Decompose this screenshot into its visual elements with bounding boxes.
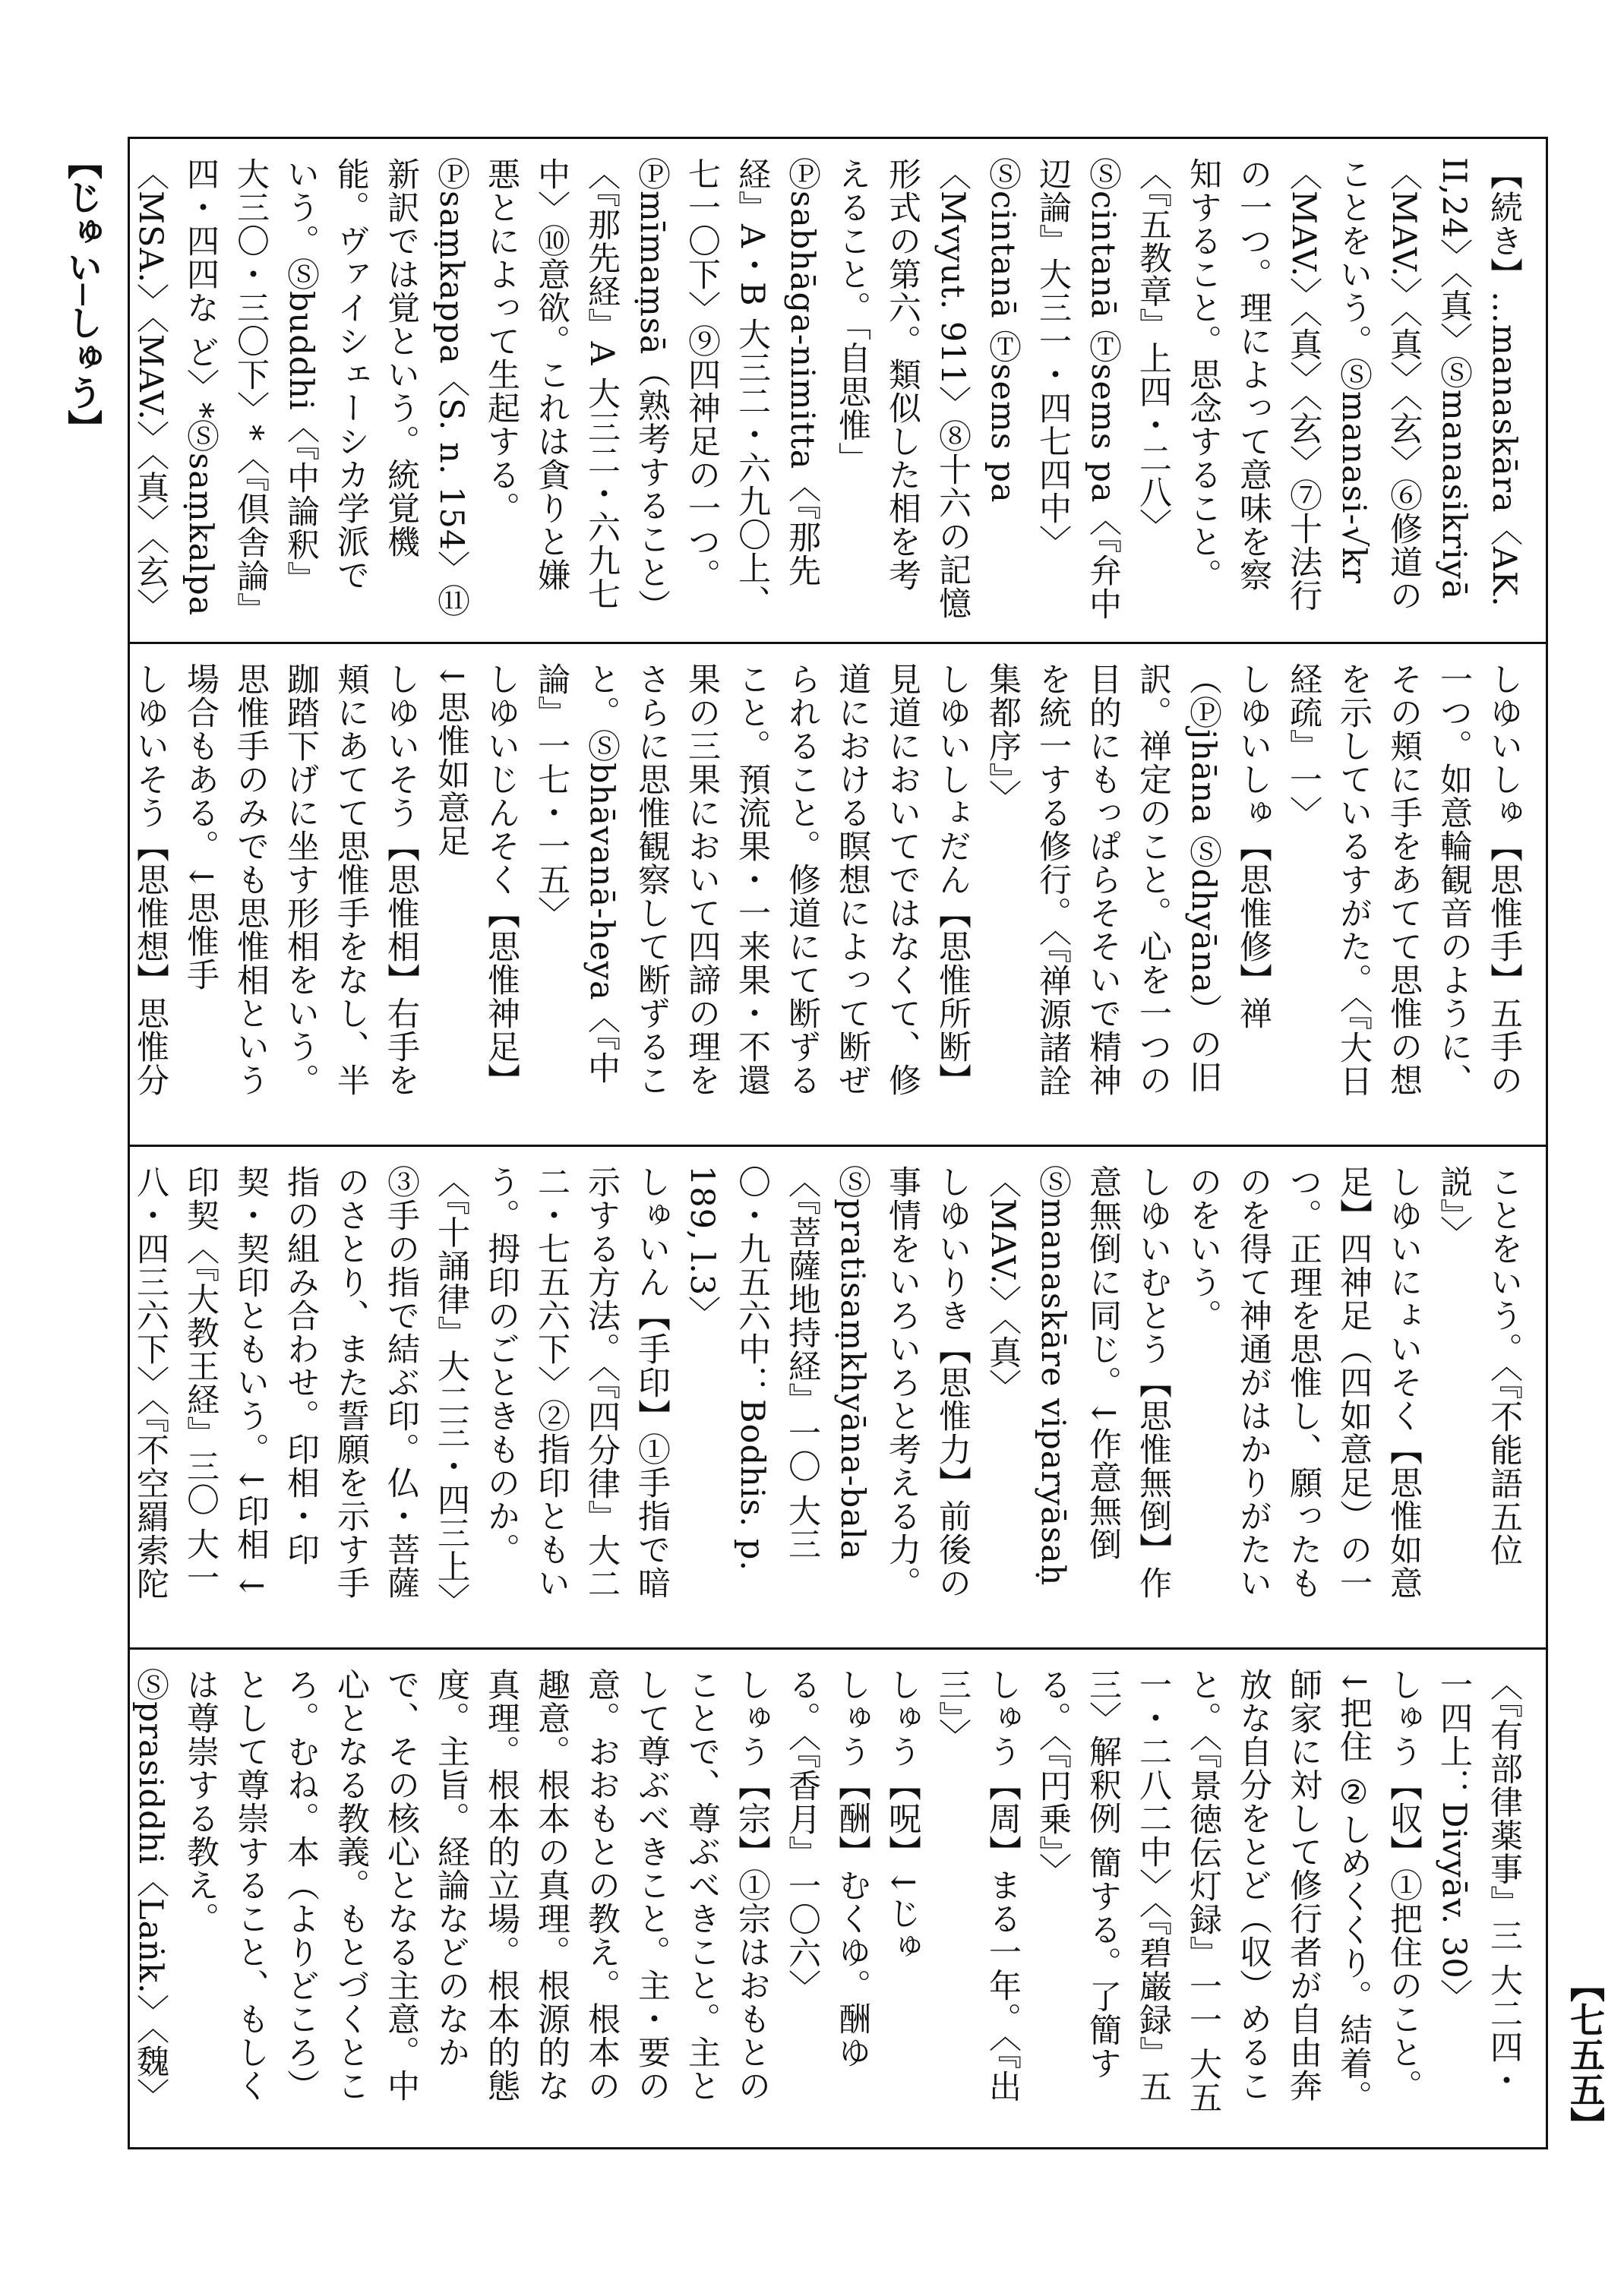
entry-paragraph: 〈『有部律薬事』三 大二四・一四上：Divyāv. 30〉 xyxy=(1435,1668,1523,2098)
tier-2 xyxy=(130,642,1546,1143)
entry-paragraph: しゆいりき【思惟力】前後の事情をいろいろと考える力。Ⓢpratisaṃkhyāna-bala〈『菩薩地持経』一〇 大三〇・九五六中：Bodhis. p. 189, l.3〉 xyxy=(683,1165,972,1600)
entry-paragraph: しゆいしょだん【思惟所断】見道においてではなくて、修道における瞑想によって断ぜられること。修道にて断ずること。預流果・一来果・不還果の三果において四諦の理をさらに思惟観察して断ずること。Ⓢbhāvanā-heya〈『中論』一七・一五〉 xyxy=(532,662,972,1097)
entry-paragraph: しゆいそう【思惟相】右手を頬にあてて思惟手をなし、半跏踏下げに坐す形相をいう。思惟手のみでも思惟相という場合もある。↓思惟手 xyxy=(182,662,420,1097)
entry-paragraph: しゆいじんそく【思惟神足】↓思惟如意足 xyxy=(432,662,520,1097)
tier-4 xyxy=(130,1647,1546,2149)
entry-paragraph: ことをいう。〈『不能語五位説』〉 xyxy=(1435,1165,1523,1567)
page-number: 【七五五】 xyxy=(1565,1967,1606,2142)
entry-paragraph: しゆいむとう【思惟無倒】作意無倒に同じ。↓作意無倒 Ⓢmanaskāre viparyāsaḥ〈MAV.〉〈真〉 xyxy=(984,1165,1172,1600)
entry-paragraph: しゅう【宗】①宗はおもとのことで、尊ぶべきこと。主として尊ぶべきこと。主・要の意。おおもとの教え。根本の趣意。根本の真理。根源的な真理。根本的立場。根本的態度。主旨。経論などのなかで、その核心となる主意。中心となる教義。もとづくところ。むね。本（よりどころ）として尊崇すること、もしくは尊崇する教え。Ⓢprasiddhi〈Laṅk.〉〈魏〉 xyxy=(131,1668,771,2112)
dictionary-page-frame xyxy=(128,137,1548,2149)
entry-paragraph: 【続き】…manaskāra〈AK. II,24〉〈真〉Ⓢmanasikriyā〈MAV.〉〈真〉〈玄〉⑥修道のことをいう。Ⓢmanasi-√kr〈MAV.〉〈真〉〈玄〉⑦十法行の一つ。理によって意味を察知すること。思念すること。〈『五教章』上四・二八〉Ⓢcintanā Ⓣsems pa〈『弁中辺論』大三一・四七四中〉Ⓢcintanā Ⓣsems pa〈Mvyut. 911〉⑧十六の記憶形式の第六。類似した相を考えること。「自思惟」Ⓟsabhāga-nimitta〈『那先経』A・B 大三二・六九〇上、七一〇下〉⑨四神足の一つ。Ⓟmīmaṃsā（熟考すること）〈『那先経』A 大三二・六九七中〉⑩意欲。これは貪りと嫌悪とによって生起する。Ⓟsaṃkappa〈S. n. 154〉⑪新訳では覚という。統覚機能。ヴァイシェーシカ学派でいう。Ⓢbuddhi〈『中論釈』大三〇・三〇下〉*〈『倶舎論』四・四四な ど〉*Ⓢsaṃkalpa〈MSA.〉〈MAV.〉〈真〉〈玄〉 xyxy=(131,157,1523,622)
entry-paragraph: しゅう【周】まる一年。〈『出三』〉 xyxy=(934,1668,1022,2103)
entry-paragraph: しゅう【収】①把住のこと。↓把住 ②しめくくり。結着。師家に対して修行者が自由奔放な自分をとど（収）めること。〈『景徳伝灯録』一一 大五一・二八二中〉〈『碧巌録』五三〉解釈例 簡する。了簡する。〈『円乗』〉 xyxy=(1034,1668,1423,2115)
running-head: 【じゅい─しゅう】 xyxy=(62,144,103,445)
entry-paragraph: しゅう【呪】↓じゅ xyxy=(883,1668,921,1964)
entry-paragraph: しゆいしゅ【思惟手】五手の一つ。如意輪観音のように、その頬に手をあてて思惟の想を示しているすがた。〈『大日経疏』一〉 xyxy=(1284,662,1523,1098)
entry-paragraph: しゅいん【手印】①手指で暗示する方法。〈『四分律』大二二・七五六下〉②指印ともいう。拇印のごときものか。〈『十誦律』大二三・四三上〉③手の指で結ぶ印。仏・菩薩のさとり、また誓願を示す手指の組み合わせ。印相・印契・契印ともいう。↓印相 ↓印契〈『大教王経』三〇 大一八・四三六下〉〈『不空羂索陀 xyxy=(131,1165,671,1617)
entry-paragraph: しゅう【酬】むくゆ。酬ゆる。〈『香月』一〇六〉 xyxy=(783,1668,871,2069)
entry-paragraph: しゆいにょいそく【思惟如意足】四神足（四如意足）の一つ。正理を思惟し、願ったものを得て神通がはかりがたいのをいう。 xyxy=(1184,1165,1423,1600)
tier-1 xyxy=(130,139,1546,640)
tier-3 xyxy=(130,1145,1546,1646)
entry-paragraph: しゆいそう【思惟想】思惟分 xyxy=(131,662,169,1097)
entry-paragraph: しゆいしゅ【思惟修】禅（Ⓟjhāna Ⓢdhyāna）の旧訳。禅定のこと。心を一つの目的にもっぱらそそいで精神を統一する修行。〈『禅源諸詮集都序』〉 xyxy=(984,662,1272,1098)
